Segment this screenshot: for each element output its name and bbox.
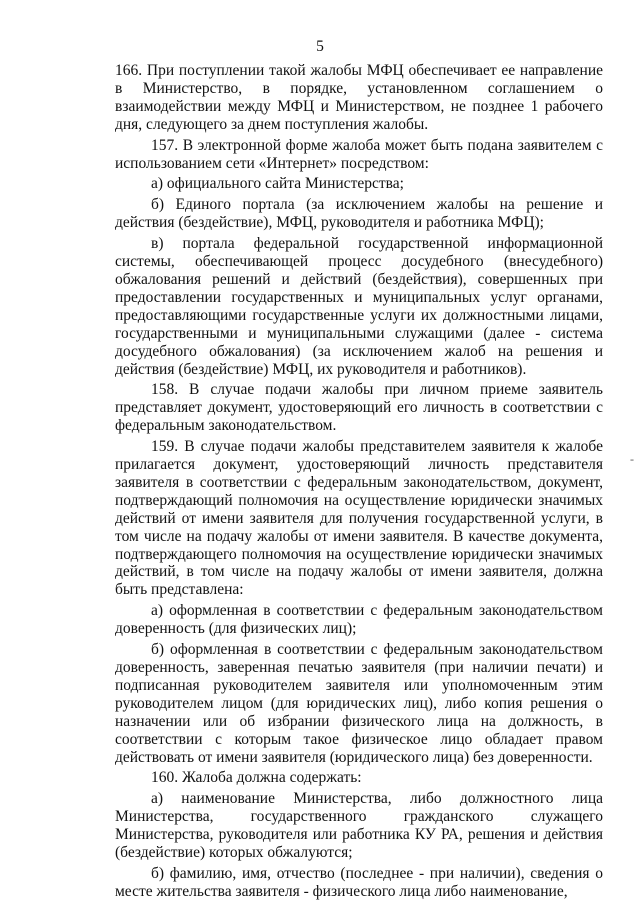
margin-mark: - [630, 452, 634, 466]
paragraph-159-item-b: б) оформленная в соответствии с федеральным законодательством доверенность, заверенная печатью заявителя (при наличии печати) и подписанная руководителем заявителя или уполномоченным этим руководителем лицом (для юридических лиц), либо копия решения о назначении или об избрании физического лица на должность, в соответствии с которым такое физическое лицо обладает правом действовать от имени заявителя (юридического лица) без доверенности. [115, 641, 603, 766]
paragraph-157-item-v: в) портала федеральной государственной информационной системы, обеспечивающей процесс досудебного (внесудебного) обжалования решений и действий (бездействия), совершенных при предоставлении государственных и муниципальных услуг органами, предоставляющими государственные услуги их должностными лицами, государственными и муниципальными служащими (далее - система досудебного обжалования) (за исключением жалоб на решения и действия (бездействие) МФЦ, их руководителя и работников). [115, 235, 603, 378]
paragraph-159-item-a: а) оформленная в соответствии с федеральным законодательством доверенность (для физических лиц); [115, 602, 603, 638]
document-body [115, 62, 603, 904]
paragraph-157-item-b: б) Единого портала (за исключением жалобы на решение и действия (бездействие), МФЦ, руководителя и работника МФЦ); [115, 196, 603, 232]
page-number: 5 [316, 38, 324, 55]
paragraph-157: 157. В электронной форме жалоба может быть подана заявителем с использованием сети «Интернет» посредством: [115, 136, 603, 172]
paragraph-160-item-b: б) фамилию, имя, отчество (последнее - при наличии), сведения о месте жительства заявителя - физического лица либо наименование, [115, 864, 603, 900]
paragraph-166: 166. При поступлении такой жалобы МФЦ обеспечивает ее направление в Министерство, в порядке, установленном соглашением о взаимодействии между МФЦ и Министерством, не позднее 1 рабочего дня, следующего за днем поступления жалобы. [115, 62, 603, 133]
paragraph-157-item-a: а) официального сайта Министерства; [151, 175, 404, 193]
paragraph-160-item-a: а) наименование Министерства, либо должностного лица Министерства, государственного гражданского служащего Министерства, руководителя или работника КУ РА, решения и действия (бездействие) которых обжалуются; [115, 790, 603, 862]
paragraph-159: 159. В случае подачи жалобы представителем заявителя к жалобе прилагается документ, удостоверяющий личность представителя заявителя в соответствии с федеральным законодательством, документ, подтверждающий полномочия на осуществление юридически значимых действий от имени заявителя для получения государственной услуги, в том числе на подачу жалобы от имени заявителя. В качестве документа, подтверждающего полномочия на осуществление юридически значимых действий, в том числе на подачу жалобы от имени заявителя, должна быть представлена: [115, 438, 603, 599]
paragraph-160: 160. Жалоба должна содержать: [151, 769, 362, 787]
paragraph-158: 158. В случае подачи жалобы при личном приеме заявитель представляет документ, удостоверяющий его личность в соответствии с федеральным законодательством. [115, 381, 603, 435]
